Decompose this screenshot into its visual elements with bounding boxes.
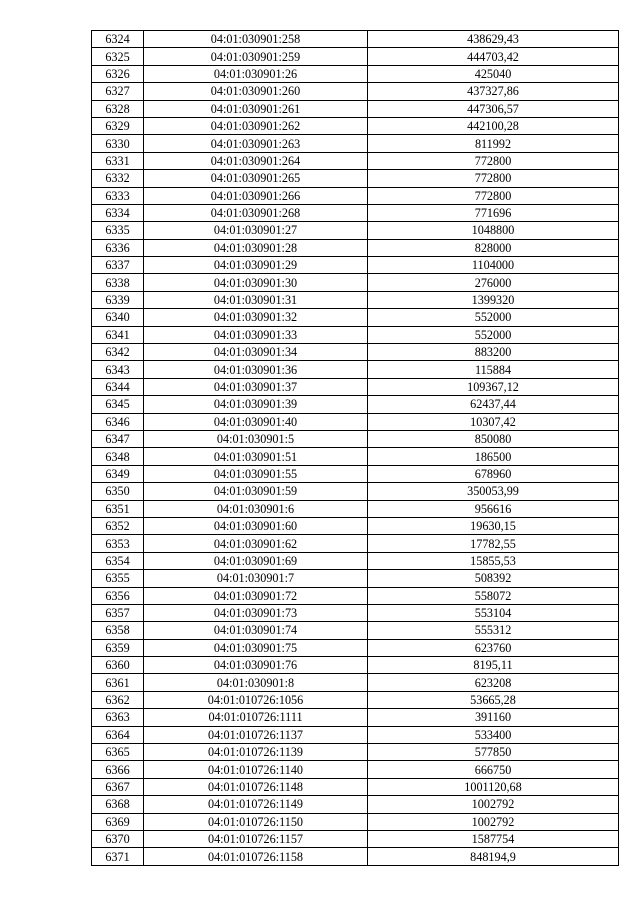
- cadastral-number-cell: 04:01:010726:1157: [144, 830, 368, 847]
- table-row: [92, 448, 619, 465]
- value-cell: 850080: [368, 430, 619, 447]
- table-row: [92, 204, 619, 221]
- cadastral-number-cell: 04:01:030901:5: [144, 430, 368, 447]
- table-row: [92, 604, 619, 621]
- cadastral-number-cell: 04:01:010726:1158: [144, 848, 368, 865]
- cadastral-number-cell: 04:01:030901:72: [144, 587, 368, 604]
- table-row: [92, 187, 619, 204]
- row-number-cell: 6328: [92, 100, 144, 117]
- row-number-cell: 6366: [92, 761, 144, 778]
- table-row: [92, 396, 619, 413]
- cadastral-number-cell: 04:01:030901:34: [144, 344, 368, 361]
- cadastral-number-cell: 04:01:030901:73: [144, 604, 368, 621]
- cadastral-number-cell: 04:01:010726:1137: [144, 726, 368, 743]
- row-number-cell: 6338: [92, 274, 144, 291]
- table-row: [92, 778, 619, 795]
- cadastral-number-cell: 04:01:030901:39: [144, 396, 368, 413]
- row-number-cell: 6326: [92, 65, 144, 82]
- row-number-cell: 6340: [92, 309, 144, 326]
- table-row: [92, 500, 619, 517]
- cadastral-number-cell: 04:01:030901:31: [144, 291, 368, 308]
- row-number-cell: 6371: [92, 848, 144, 865]
- row-number-cell: 6342: [92, 344, 144, 361]
- value-cell: 828000: [368, 239, 619, 256]
- cadastral-number-cell: 04:01:010726:1148: [144, 778, 368, 795]
- value-cell: 552000: [368, 326, 619, 343]
- value-cell: 444703,42: [368, 48, 619, 65]
- table-row: [92, 709, 619, 726]
- table-row: [92, 517, 619, 534]
- cadastral-number-cell: 04:01:030901:55: [144, 465, 368, 482]
- value-cell: 186500: [368, 448, 619, 465]
- cadastral-number-cell: 04:01:030901:75: [144, 639, 368, 656]
- value-cell: 109367,12: [368, 378, 619, 395]
- cadastral-number-cell: 04:01:030901:32: [144, 309, 368, 326]
- row-number-cell: 6355: [92, 570, 144, 587]
- cadastral-number-cell: 04:01:030901:266: [144, 187, 368, 204]
- row-number-cell: 6343: [92, 361, 144, 378]
- value-cell: 666750: [368, 761, 619, 778]
- cadastral-number-cell: 04:01:030901:27: [144, 222, 368, 239]
- table-row: [92, 274, 619, 291]
- row-number-cell: 6351: [92, 500, 144, 517]
- value-cell: 19630,15: [368, 517, 619, 534]
- cadastral-number-cell: 04:01:030901:264: [144, 152, 368, 169]
- table-row: [92, 413, 619, 430]
- value-cell: 276000: [368, 274, 619, 291]
- value-cell: 8195,11: [368, 657, 619, 674]
- table-row: [92, 135, 619, 152]
- row-number-cell: 6327: [92, 83, 144, 100]
- row-number-cell: 6329: [92, 117, 144, 134]
- table-row: [92, 691, 619, 708]
- value-cell: 533400: [368, 726, 619, 743]
- cadastral-number-cell: 04:01:030901:36: [144, 361, 368, 378]
- cadastral-number-cell: 04:01:030901:33: [144, 326, 368, 343]
- value-cell: 425040: [368, 65, 619, 82]
- row-number-cell: 6365: [92, 744, 144, 761]
- cadastral-number-cell: 04:01:010726:1139: [144, 744, 368, 761]
- cadastral-number-cell: 04:01:030901:262: [144, 117, 368, 134]
- row-number-cell: 6367: [92, 778, 144, 795]
- cadastral-number-cell: 04:01:030901:69: [144, 552, 368, 569]
- table-row: [92, 65, 619, 82]
- row-number-cell: 6370: [92, 830, 144, 847]
- value-cell: 553104: [368, 604, 619, 621]
- row-number-cell: 6356: [92, 587, 144, 604]
- cadastral-number-cell: 04:01:030901:258: [144, 31, 368, 48]
- cadastral-number-cell: 04:01:030901:261: [144, 100, 368, 117]
- row-number-cell: 6334: [92, 204, 144, 221]
- value-cell: 1002792: [368, 813, 619, 830]
- value-cell: 438629,43: [368, 31, 619, 48]
- table-row: [92, 796, 619, 813]
- cadastral-number-cell: 04:01:030901:268: [144, 204, 368, 221]
- row-number-cell: 6324: [92, 31, 144, 48]
- row-number-cell: 6347: [92, 430, 144, 447]
- table-row: [92, 848, 619, 865]
- value-cell: 10307,42: [368, 413, 619, 430]
- value-cell: 883200: [368, 344, 619, 361]
- cadastral-number-cell: 04:01:030901:263: [144, 135, 368, 152]
- value-cell: 552000: [368, 309, 619, 326]
- cadastral-number-cell: 04:01:030901:30: [144, 274, 368, 291]
- table-row: [92, 170, 619, 187]
- value-cell: 1001120,68: [368, 778, 619, 795]
- table-row: [92, 83, 619, 100]
- table-row: [92, 639, 619, 656]
- value-cell: 115884: [368, 361, 619, 378]
- table-row: [92, 100, 619, 117]
- row-number-cell: 6346: [92, 413, 144, 430]
- row-number-cell: 6359: [92, 639, 144, 656]
- value-cell: 772800: [368, 170, 619, 187]
- row-number-cell: 6368: [92, 796, 144, 813]
- table-row: [92, 535, 619, 552]
- row-number-cell: 6358: [92, 622, 144, 639]
- cadastral-number-cell: 04:01:030901:62: [144, 535, 368, 552]
- table-row: [92, 309, 619, 326]
- table-body: [92, 31, 619, 866]
- value-cell: 956616: [368, 500, 619, 517]
- value-cell: 17782,55: [368, 535, 619, 552]
- row-number-cell: 6361: [92, 674, 144, 691]
- value-cell: 15855,53: [368, 552, 619, 569]
- table-row: [92, 378, 619, 395]
- row-number-cell: 6339: [92, 291, 144, 308]
- row-number-cell: 6364: [92, 726, 144, 743]
- row-number-cell: 6349: [92, 465, 144, 482]
- table-row: [92, 830, 619, 847]
- cadastral-number-cell: 04:01:030901:60: [144, 517, 368, 534]
- table-row: [92, 48, 619, 65]
- value-cell: 623208: [368, 674, 619, 691]
- table-row: [92, 291, 619, 308]
- row-number-cell: 6331: [92, 152, 144, 169]
- row-number-cell: 6363: [92, 709, 144, 726]
- row-number-cell: 6333: [92, 187, 144, 204]
- value-cell: 771696: [368, 204, 619, 221]
- cadastral-value-table: [91, 30, 619, 866]
- row-number-cell: 6337: [92, 257, 144, 274]
- table-row: [92, 152, 619, 169]
- cadastral-number-cell: 04:01:030901:74: [144, 622, 368, 639]
- cadastral-number-cell: 04:01:030901:29: [144, 257, 368, 274]
- value-cell: 442100,28: [368, 117, 619, 134]
- table-row: [92, 744, 619, 761]
- table-row: [92, 31, 619, 48]
- table-row: [92, 483, 619, 500]
- value-cell: 848194,9: [368, 848, 619, 865]
- cadastral-number-cell: 04:01:030901:259: [144, 48, 368, 65]
- table-row: [92, 326, 619, 343]
- row-number-cell: 6360: [92, 657, 144, 674]
- row-number-cell: 6354: [92, 552, 144, 569]
- table-row: [92, 622, 619, 639]
- value-cell: 62437,44: [368, 396, 619, 413]
- value-cell: 437327,86: [368, 83, 619, 100]
- table-row: [92, 657, 619, 674]
- row-number-cell: 6345: [92, 396, 144, 413]
- value-cell: 1002792: [368, 796, 619, 813]
- row-number-cell: 6332: [92, 170, 144, 187]
- cadastral-number-cell: 04:01:030901:8: [144, 674, 368, 691]
- value-cell: 772800: [368, 187, 619, 204]
- cadastral-number-cell: 04:01:010726:1150: [144, 813, 368, 830]
- cadastral-number-cell: 04:01:030901:26: [144, 65, 368, 82]
- value-cell: 772800: [368, 152, 619, 169]
- row-number-cell: 6362: [92, 691, 144, 708]
- row-number-cell: 6369: [92, 813, 144, 830]
- table-row: [92, 674, 619, 691]
- table-row: [92, 239, 619, 256]
- value-cell: 447306,57: [368, 100, 619, 117]
- value-cell: 555312: [368, 622, 619, 639]
- value-cell: 391160: [368, 709, 619, 726]
- cadastral-number-cell: 04:01:030901:7: [144, 570, 368, 587]
- cadastral-number-cell: 04:01:030901:28: [144, 239, 368, 256]
- value-cell: 1048800: [368, 222, 619, 239]
- table-row: [92, 257, 619, 274]
- table-row: [92, 552, 619, 569]
- table-row: [92, 570, 619, 587]
- table-row: [92, 430, 619, 447]
- value-cell: 1399320: [368, 291, 619, 308]
- row-number-cell: 6357: [92, 604, 144, 621]
- value-cell: 350053,99: [368, 483, 619, 500]
- row-number-cell: 6348: [92, 448, 144, 465]
- cadastral-number-cell: 04:01:030901:51: [144, 448, 368, 465]
- row-number-cell: 6350: [92, 483, 144, 500]
- row-number-cell: 6353: [92, 535, 144, 552]
- cadastral-number-cell: 04:01:030901:40: [144, 413, 368, 430]
- value-cell: 558072: [368, 587, 619, 604]
- cadastral-number-cell: 04:01:030901:37: [144, 378, 368, 395]
- table-row: [92, 117, 619, 134]
- row-number-cell: 6335: [92, 222, 144, 239]
- row-number-cell: 6330: [92, 135, 144, 152]
- cadastral-number-cell: 04:01:030901:265: [144, 170, 368, 187]
- cadastral-number-cell: 04:01:030901:59: [144, 483, 368, 500]
- row-number-cell: 6352: [92, 517, 144, 534]
- value-cell: 1587754: [368, 830, 619, 847]
- cadastral-number-cell: 04:01:010726:1111: [144, 709, 368, 726]
- row-number-cell: 6344: [92, 378, 144, 395]
- cadastral-number-cell: 04:01:010726:1140: [144, 761, 368, 778]
- value-cell: 53665,28: [368, 691, 619, 708]
- table-row: [92, 344, 619, 361]
- row-number-cell: 6325: [92, 48, 144, 65]
- value-cell: 577850: [368, 744, 619, 761]
- row-number-cell: 6341: [92, 326, 144, 343]
- table-row: [92, 222, 619, 239]
- value-cell: 1104000: [368, 257, 619, 274]
- cadastral-number-cell: 04:01:030901:260: [144, 83, 368, 100]
- value-cell: 811992: [368, 135, 619, 152]
- table-row: [92, 813, 619, 830]
- table-row: [92, 465, 619, 482]
- cadastral-number-cell: 04:01:030901:76: [144, 657, 368, 674]
- table-row: [92, 361, 619, 378]
- value-cell: 508392: [368, 570, 619, 587]
- cadastral-number-cell: 04:01:010726:1149: [144, 796, 368, 813]
- row-number-cell: 6336: [92, 239, 144, 256]
- table-row: [92, 761, 619, 778]
- value-cell: 623760: [368, 639, 619, 656]
- cadastral-number-cell: 04:01:010726:1056: [144, 691, 368, 708]
- value-cell: 678960: [368, 465, 619, 482]
- cadastral-number-cell: 04:01:030901:6: [144, 500, 368, 517]
- table-row: [92, 726, 619, 743]
- table-row: [92, 587, 619, 604]
